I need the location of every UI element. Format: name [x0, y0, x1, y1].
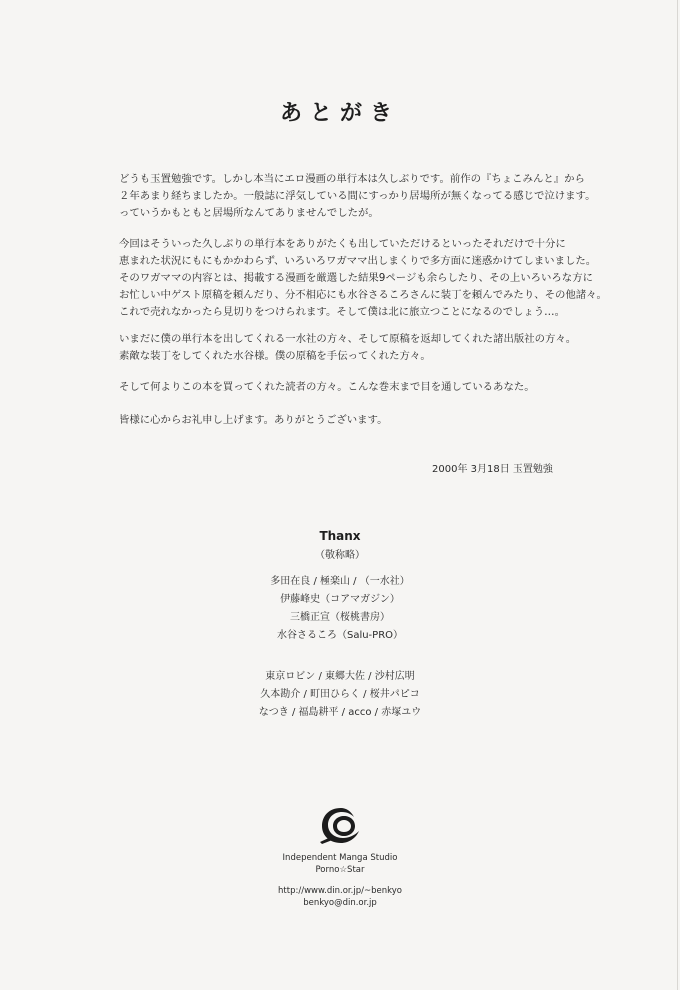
credit-line: 多田在良 / 極楽山 / （一水社） — [270, 576, 410, 587]
studio-name: Independent Manga Studio — [282, 853, 398, 863]
paragraph-line: どうも玉置勉強です。しかし本当にエロ漫画の単行本は久しぶりです。前作の『ちょこみんと』から — [119, 173, 585, 185]
credit-line: 伊藤峰史（コアマガジン） — [280, 594, 400, 605]
paragraph-3 — [119, 331, 589, 365]
paragraph-5 — [119, 412, 589, 429]
paragraph-line: 素敵な装丁をしてくれた水谷様。僕の原稿を手伝ってくれた方々。 — [119, 350, 431, 362]
credit-line: 三橋正宣（桜桃書房） — [290, 612, 390, 623]
paragraph-line: っていうかもともと居場所なんてありませんでしたが。 — [119, 207, 379, 219]
credits-group-artists — [0, 668, 680, 722]
credit-line: 久本勘介 / 町田ひらく / 桜井パピコ — [260, 689, 420, 700]
signature-date: 2000年 3月18日 玉置勉強 — [432, 464, 553, 475]
credit-line: 水谷さるころ（Salu-PRO） — [276, 630, 404, 641]
credits-group-publishers — [0, 573, 680, 645]
paragraph-line: 今回はそういった久しぶりの単行本をありがたくも出していただけるといったそれだけで十分に — [119, 238, 566, 250]
paragraph-4 — [119, 379, 589, 396]
paragraph-line: そのワガママの内容とは、掲載する漫画を厳選した結果9ページも余らしたり、その上いろいろな方に — [119, 272, 593, 284]
paragraph-line: いまだに僕の単行本を出してくれる一水社の方々、そして原稿を返却してくれた諸出版社の方々。 — [119, 333, 577, 345]
studio-name-block — [0, 852, 680, 876]
website-url[interactable]: http://www.din.or.jp/~benkyo — [278, 886, 402, 896]
credit-line: なつき / 福島耕平 / acco / 赤塚ユウ — [258, 707, 422, 718]
paragraph-line: 皆様に心からお礼申し上げます。ありがとうございます。 — [119, 414, 388, 426]
credit-line: 東京ロビン / 東郷大佐 / 沙村広明 — [265, 671, 415, 682]
paragraph-line: そして何よりこの本を買ってくれた読者の方々。こんな巻末まで目を通しているあなた。 — [119, 381, 535, 393]
paragraph-line: ２年あまり経ちましたか。一般誌に浮気している間にすっかり居場所が無くなってる感じで泣けます。 — [119, 190, 596, 202]
studio-subname: Porno☆Star — [315, 865, 365, 875]
thanx-heading: Thanx — [319, 529, 361, 543]
paragraph-2 — [119, 236, 607, 321]
page-edge-line — [677, 0, 678, 990]
email-address[interactable]: benkyo@din.or.jp — [303, 898, 377, 908]
paragraph-line: 恵まれた状況にもにもかかわらず、いろいろワガママ出しまくりで多方面に迷惑かけてしまいました。 — [119, 255, 597, 267]
contact-block — [0, 885, 680, 909]
thanx-subheading: （敬称略） — [315, 550, 365, 561]
page-title: あとがき — [279, 101, 400, 126]
paragraph-line: これで売れなかったら見切りをつけられます。そして僕は北に旅立つことになるのでしょう…。 — [119, 306, 565, 318]
paragraph-1 — [119, 171, 596, 222]
paragraph-line: お忙しい中ゲスト原稿を頼んだり、分不相応にも水谷さるころさんに装丁を頼んでみたり、その他諸々。 — [119, 289, 607, 301]
crescent-logo-icon — [319, 805, 363, 845]
